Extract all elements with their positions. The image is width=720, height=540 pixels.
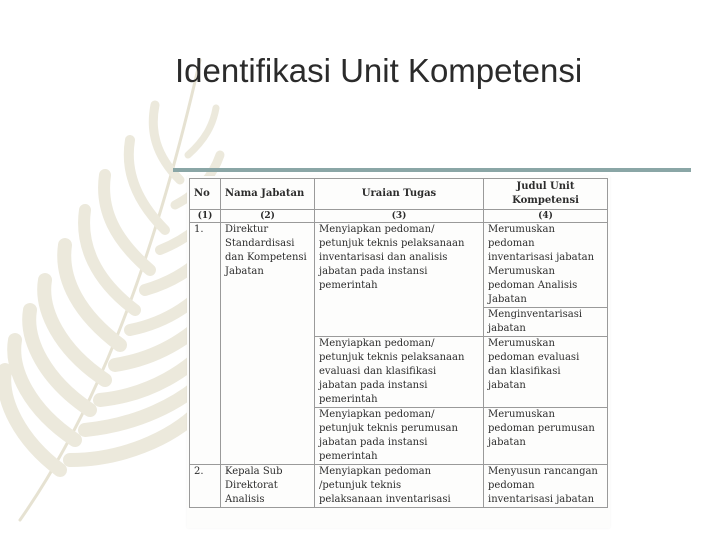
header-judul-unit-line2: Kompetensi (512, 195, 579, 206)
cell-line: dan klasifikasi (488, 366, 561, 377)
cell-line: /petunjuk teknis (319, 480, 402, 491)
judul-unit-cell (484, 465, 608, 508)
cell-line: pemerintah (319, 451, 378, 462)
cell-line: Kepala Sub (225, 466, 283, 477)
cell-line: Merumuskan (488, 224, 555, 235)
cell-line: pedoman Analisis (488, 280, 578, 291)
nama-jabatan-cell (221, 465, 315, 508)
cell-line: pedoman (488, 238, 535, 249)
cell-line: Merumuskan (488, 338, 555, 349)
table-row (190, 465, 608, 508)
cell-line: pedoman perumusan (488, 423, 595, 434)
cell-line: jabatan (488, 380, 526, 391)
cell-line: pedoman (488, 480, 535, 491)
cell-line: Standardisasi (225, 238, 295, 249)
column-number: (2) (221, 210, 315, 223)
cell-line: pedoman evaluasi (488, 352, 580, 363)
uraian-tugas-cell (315, 337, 484, 408)
cell-line: Direktorat (225, 480, 278, 491)
cell-line: petunjuk teknis perumusan (319, 423, 458, 434)
cell-line: Analisis (225, 494, 265, 505)
competency-table (189, 178, 608, 508)
judul-unit-cell (484, 308, 608, 337)
table-row (190, 223, 608, 266)
uraian-tugas-cell (315, 223, 484, 337)
cell-line: jabatan pada instansi (319, 266, 428, 277)
column-number-row (190, 210, 608, 223)
cell-line: pemerintah (319, 280, 378, 291)
cell-line: jabatan pada instansi (319, 437, 428, 448)
column-number: (3) (315, 210, 484, 223)
cell-line: jabatan (488, 323, 526, 334)
cell-line: Menyiapkan pedoman/ (319, 338, 435, 349)
cell-line: Merumuskan (488, 266, 555, 277)
competency-table-scan (187, 176, 610, 528)
cell-line: Menginventarisasi (488, 309, 583, 320)
cell-line: inventarisasi dan analisis (319, 252, 448, 263)
row-number: 2. (190, 465, 221, 508)
cell-line: Merumuskan (488, 409, 555, 420)
uraian-tugas-cell (315, 465, 484, 508)
cell-line: dan Kompetensi (225, 252, 307, 263)
header-row (190, 179, 608, 210)
slide-title: Identifikasi Unit Kompetensi (175, 52, 583, 89)
cell-line: Jabatan (225, 266, 264, 277)
cell-line: Direktur (225, 224, 269, 235)
cell-line: Menyusun rancangan (488, 466, 598, 477)
title-divider (173, 168, 691, 172)
header-uraian-tugas: Uraian Tugas (315, 179, 484, 210)
header-nama-jabatan: Nama Jabatan (221, 179, 315, 210)
cell-line: evaluasi dan klasifikasi (319, 366, 437, 377)
judul-unit-cell (484, 337, 608, 408)
header-judul-unit-line1: Judul Unit (516, 181, 575, 192)
cell-line: Menyiapkan pedoman/ (319, 224, 435, 235)
cell-line: jabatan (488, 437, 526, 448)
judul-unit-cell (484, 408, 608, 465)
uraian-tugas-cell (315, 408, 484, 465)
judul-unit-cell (484, 265, 608, 308)
cell-line: inventarisasi jabatan (488, 494, 595, 505)
cell-line: Menyiapkan pedoman/ (319, 409, 435, 420)
nama-jabatan-cell (221, 223, 315, 465)
cell-line: inventarisasi jabatan (488, 252, 595, 263)
header-judul-unit (484, 179, 608, 210)
column-number: (1) (190, 210, 221, 223)
row-number: 1. (190, 223, 221, 465)
cell-line: Jabatan (488, 294, 527, 305)
header-no: No (190, 179, 221, 210)
judul-unit-cell (484, 223, 608, 266)
cell-line: pemerintah (319, 394, 378, 405)
column-number: (4) (484, 210, 608, 223)
cell-line: pelaksanaan inventarisasi (319, 494, 451, 505)
cell-line: petunjuk teknis pelaksanaan (319, 352, 465, 363)
cell-line: petunjuk teknis pelaksanaan (319, 238, 465, 249)
cell-line: jabatan pada instansi (319, 380, 428, 391)
cell-line: Menyiapkan pedoman (319, 466, 432, 477)
